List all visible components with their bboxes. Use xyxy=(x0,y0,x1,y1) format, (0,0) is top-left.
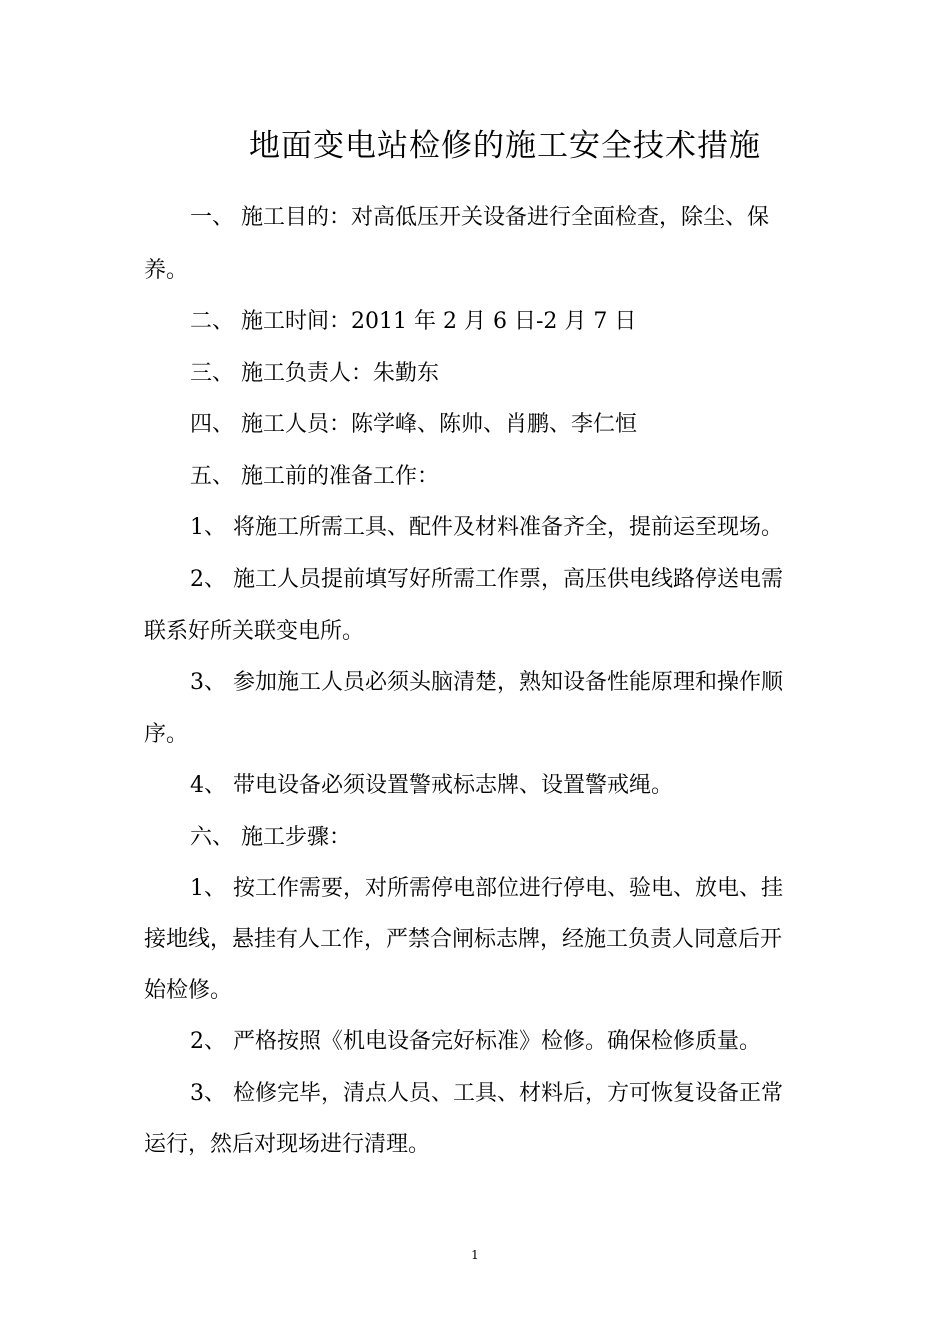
text-line: 2、 严格按照《机电设备完好标准》检修。确保检修质量。 xyxy=(190,1029,761,1054)
text-line: 五、 施工前的准备工作： xyxy=(190,464,439,489)
document-title: 地面变电站检修的施工安全技术措施 xyxy=(249,128,761,164)
text-line: 四、 施工人员：陈学峰、陈帅、肖鹏、李仁恒 xyxy=(190,412,637,437)
text-line: 联系好所关联变电所。 xyxy=(144,619,365,644)
text-line: 六、 施工步骤： xyxy=(190,825,351,850)
text-line: 三、 施工负责人：朱勤东 xyxy=(190,361,439,386)
text-line: 二、 施工时间：2011 年 2 月 6 日-2 月 7 日 xyxy=(190,309,637,334)
page-number: 1 xyxy=(471,1248,479,1262)
text-line: 2、 施工人员提前填写好所需工作票，高压供电线路停送电需 xyxy=(190,567,783,592)
text-line: 3、 检修完毕，清点人员、工具、材料后，方可恢复设备正常 xyxy=(190,1081,783,1106)
text-line: 1、 按工作需要，对所需停电部位进行停电、验电、放电、挂 xyxy=(190,876,783,901)
text-line: 接地线，悬挂有人工作，严禁合闸标志牌，经施工负责人同意后开 xyxy=(144,927,783,952)
text-line: 养。 xyxy=(144,258,189,283)
text-line: 4、 带电设备必须设置警戒标志牌、设置警戒绳。 xyxy=(190,773,673,798)
text-line: 始检修。 xyxy=(144,978,233,1003)
text-line: 运行，然后对现场进行清理。 xyxy=(144,1132,431,1157)
text-line: 1、 将施工所需工具、配件及材料准备齐全，提前运至现场。 xyxy=(190,515,783,540)
text-line: 3、 参加施工人员必须头脑清楚，熟知设备性能原理和操作顺 xyxy=(190,670,783,695)
text-line: 一、 施工目的：对高低压开关设备进行全面检查，除尘、保 xyxy=(190,205,769,230)
text-line: 序。 xyxy=(144,722,189,747)
